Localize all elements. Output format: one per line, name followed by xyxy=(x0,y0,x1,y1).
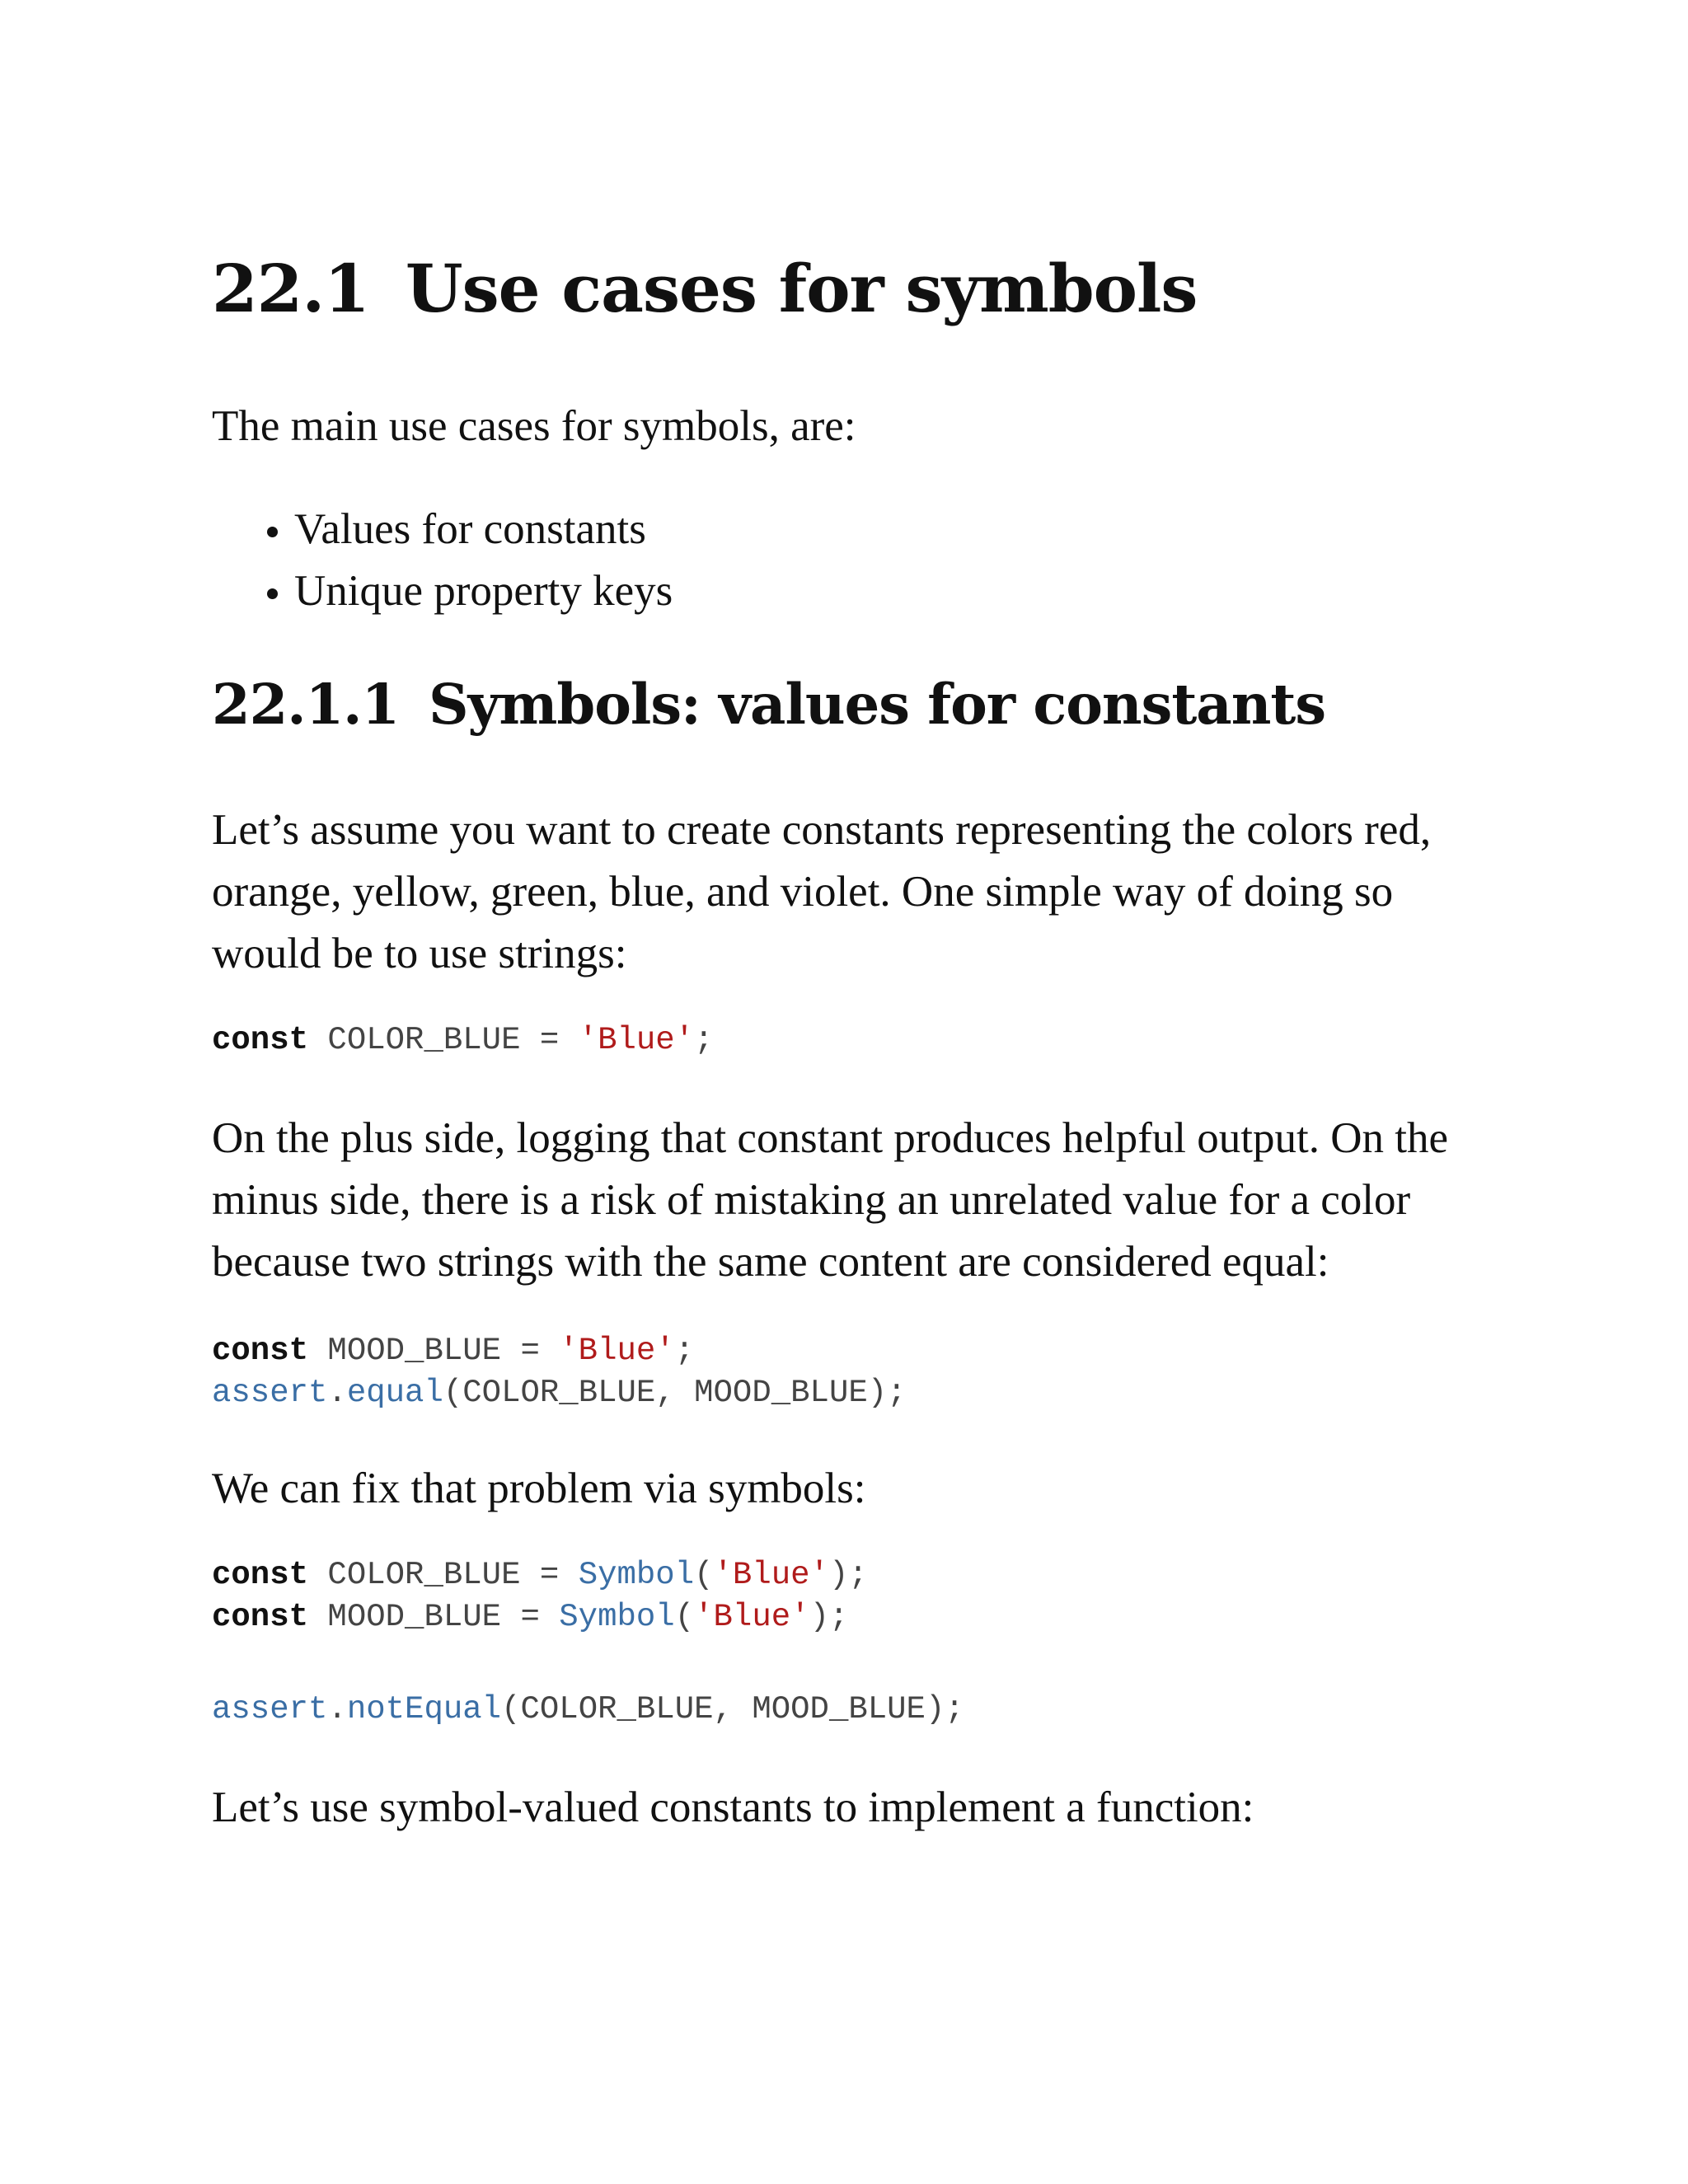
code-text: . xyxy=(327,1691,347,1727)
section-number: 22.1 xyxy=(212,250,369,327)
paragraph: We can fix that problem via symbols: xyxy=(212,1465,866,1512)
code-text: MOOD_BLUE = xyxy=(308,1333,560,1369)
code-string: 'Blue' xyxy=(559,1333,675,1369)
code-text: ); xyxy=(828,1557,868,1593)
code-string: 'Blue' xyxy=(694,1599,810,1635)
code-text: (COLOR_BLUE, MOOD_BLUE); xyxy=(501,1691,964,1727)
code-text: ; xyxy=(674,1333,695,1369)
code-blank-line xyxy=(212,1638,1498,1689)
code-block xyxy=(212,1019,1498,1062)
code-line xyxy=(212,1330,1498,1372)
code-text: . xyxy=(327,1375,347,1411)
code-function: Symbol xyxy=(559,1599,675,1635)
code-method: equal xyxy=(346,1375,443,1411)
code-line xyxy=(212,1372,1498,1414)
code-line xyxy=(212,1019,1498,1062)
document-page xyxy=(212,247,1498,1839)
code-keyword: const xyxy=(212,1599,309,1635)
code-text: (COLOR_BLUE, MOOD_BLUE); xyxy=(443,1375,907,1411)
code-keyword: const xyxy=(212,1557,309,1593)
paragraph: Let’s assume you want to create constants representing the colors red, orange, yellow, green, blue, and violet. One simple way of doing so would be to use strings: xyxy=(212,806,1432,977)
section-title: Use cases for symbols xyxy=(405,250,1198,327)
code-keyword: const xyxy=(212,1022,309,1058)
paragraph: Let’s use symbol-valued constants to implement a function: xyxy=(212,1783,1254,1831)
list-item: • Unique property keys xyxy=(294,560,1498,622)
subsection-title: Symbols: values for constants xyxy=(429,672,1326,737)
subsection-number: 22.1.1 xyxy=(212,672,400,737)
code-keyword: const xyxy=(212,1333,309,1369)
code-line xyxy=(212,1689,1498,1731)
code-text: ( xyxy=(674,1599,695,1635)
code-function: Symbol xyxy=(578,1557,695,1593)
intro-paragraph: The main use cases for symbols, are: xyxy=(212,402,856,450)
section-heading xyxy=(212,247,1498,330)
paragraph: On the plus side, logging that constant produces helpful output. On the minus side, there is a risk of mistaking an unrelated value for a color because two strings with the same content are considered equal: xyxy=(212,1114,1448,1286)
code-method: notEqual xyxy=(346,1691,502,1727)
code-text: ; xyxy=(694,1022,714,1058)
code-object: assert xyxy=(212,1691,328,1727)
code-text: COLOR_BLUE = xyxy=(308,1022,579,1058)
code-text: ); xyxy=(809,1599,849,1635)
code-string: 'Blue' xyxy=(578,1022,695,1058)
subsection-heading xyxy=(212,668,1498,742)
code-text: ( xyxy=(694,1557,714,1593)
code-block xyxy=(212,1330,1498,1414)
code-text: MOOD_BLUE = xyxy=(308,1599,560,1635)
code-string: 'Blue' xyxy=(713,1557,829,1593)
use-case-list xyxy=(212,499,1498,622)
code-line xyxy=(212,1554,1498,1596)
code-object: assert xyxy=(212,1375,328,1411)
list-item: • Values for constants xyxy=(294,499,1498,560)
code-line xyxy=(212,1596,1498,1638)
code-text: COLOR_BLUE = xyxy=(308,1557,579,1593)
code-block xyxy=(212,1554,1498,1731)
